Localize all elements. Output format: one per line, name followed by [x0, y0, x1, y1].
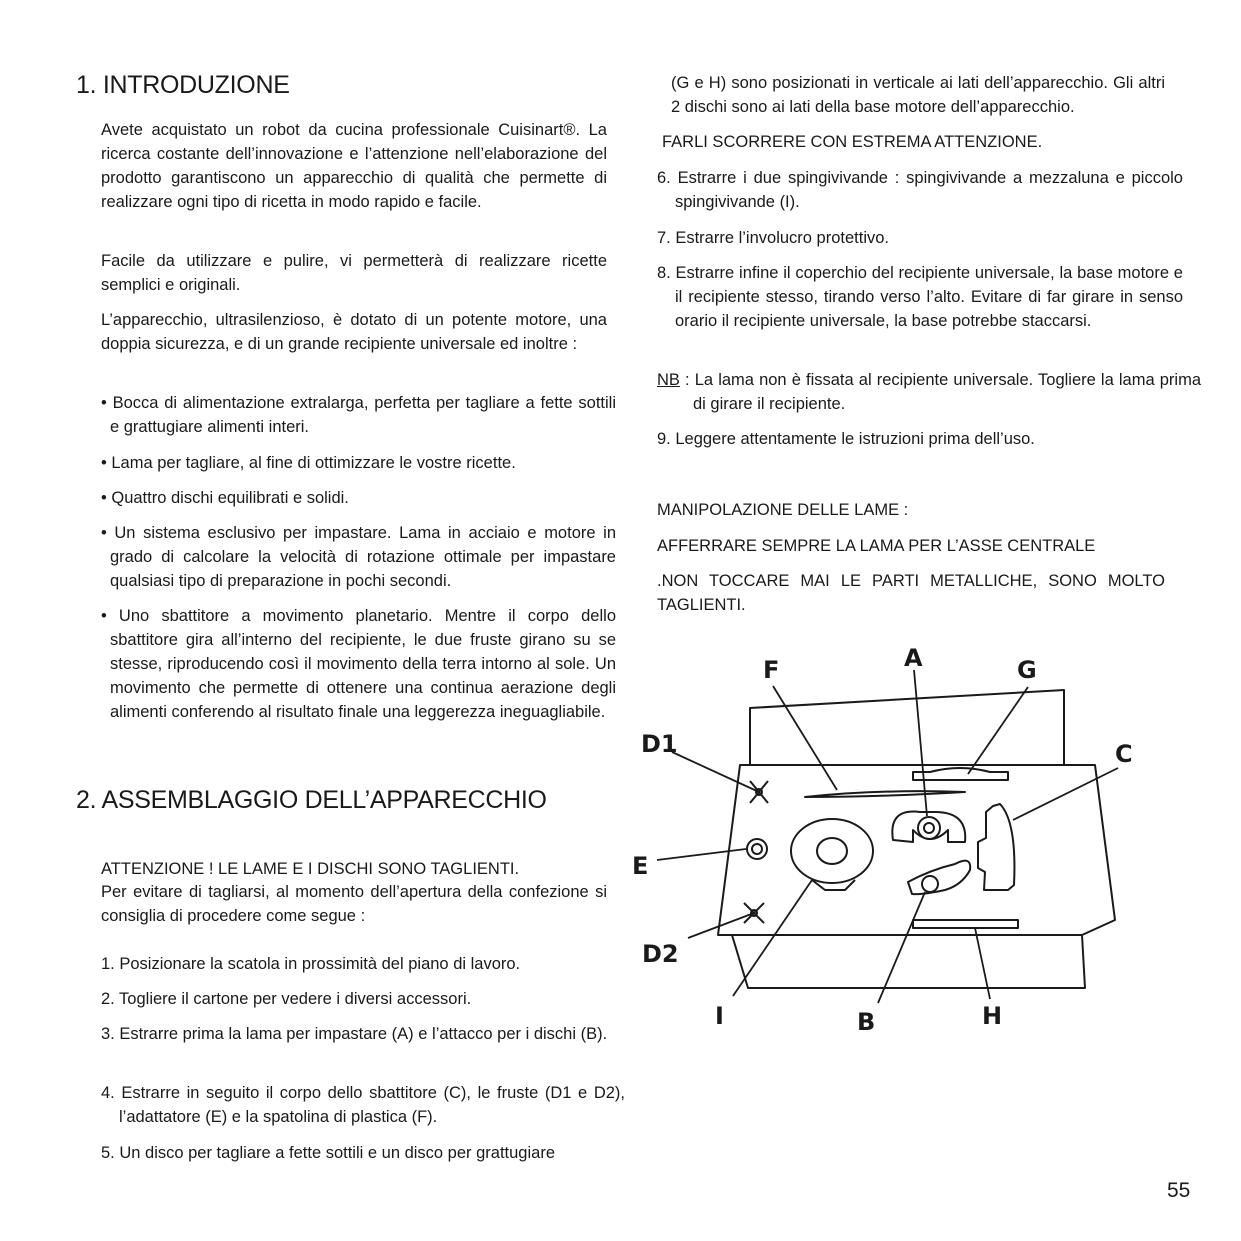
intro-bullet: • Un sistema esclusivo per impastare. Lama in acciaio e motore in grado di calcolare la velocità di rotazione ottimale per impastare qualsiasi tipo di preparazione in pochi secondi.: [101, 524, 616, 590]
assembly-warning: ATTENZIONE ! LE LAME E I DISCHI SONO TAGLIENTI.: [101, 860, 520, 878]
adapter-part: [747, 839, 767, 859]
intro-bullet: • Bocca di alimentazione extralarga, perfetta per tagliare a fette sottili e grattugiare alimenti interi.: [101, 394, 616, 436]
assembly-step: 1. Posizionare la scatola in prossimità del piano di lavoro.: [101, 955, 521, 973]
disc-h-part: [913, 920, 1018, 928]
intro-bullet: • Uno sbattitore a movimento planetario. Mentre il corpo dello sbattitore gira all’interno del recipiente, le due fruste girano su se stesse, riproducendo così il movimento della terra intorno al sole. Un movimento che permette di ottenere una continua aerazione degli alimenti conferendo al risultato finale una leggerezza ineguagliabile.: [101, 607, 616, 721]
assembly-step: 9. Leggere attentamente le istruzioni prima dell’uso.: [657, 430, 1035, 448]
intro-title: 1. INTRODUZIONE: [76, 71, 290, 99]
label-f: F: [763, 656, 780, 684]
assembly-step: 4. Estrarre in seguito il corpo dello sbattitore (C), le fruste (D1 e D2), l’adattatore (E) e la spatolina di plastica (F).: [101, 1084, 625, 1126]
assembly-step: 2. Togliere il cartone per vedere i diversi accessori.: [101, 990, 472, 1008]
assembly-step: 3. Estrarre prima la lama per impastare (A) e l’attacco per i dischi (B).: [101, 1025, 608, 1043]
assembly-warning-text: Per evitare di tagliarsi, al momento dell’apertura della confezione si consiglia di procedere come segue :: [101, 883, 607, 925]
intro-bullet: • Quattro dischi equilibrati e solidi.: [101, 489, 349, 507]
label-c: C: [1115, 740, 1133, 768]
intro-bullet: • Lama per tagliare, al fine di ottimizzare le vostre ricette.: [101, 454, 516, 472]
blades-heading: MANIPOLAZIONE DELLE LAME :: [657, 501, 909, 519]
box-outline: [718, 690, 1115, 988]
page-number: 55: [1167, 1179, 1191, 1202]
pusher-part: [791, 819, 873, 883]
assembly-step: 8. Estrarre infine il coperchio del recipiente universale, la base motore e il recipiente stesso, tirando verso l’alto. Evitare di far girare in senso orario il recipiente universale, la base potrebbe staccarsi.: [657, 264, 1183, 330]
intro-paragraph-3: L’apparecchio, ultrasilenzioso, è dotato di un potente motore, una doppia sicurezza, e di un grande recipiente universale ed inoltre :: [101, 311, 607, 353]
disc-stem-part: [908, 861, 970, 895]
blades-line-1: AFFERRARE SEMPRE LA LAMA PER L’ASSE CENTRALE: [657, 537, 1096, 555]
spatula-part: [805, 791, 965, 797]
beater-body-part: [978, 804, 1014, 890]
nb-text: : La lama non è fissata al recipiente universale. Togliere la lama prima di girare il recipiente.: [679, 371, 1201, 413]
label-d1: D1: [641, 730, 678, 758]
label-b: B: [857, 1008, 876, 1036]
caution-text: FARLI SCORRERE CON ESTREMA ATTENZIONE.: [662, 133, 1043, 151]
label-d2: D2: [642, 940, 679, 968]
nb-label: NB: [657, 371, 680, 389]
packaging-diagram: [620, 640, 1140, 1040]
label-e: E: [632, 852, 649, 880]
assembly-step: 6. Estrarre i due spingivivande : spingivivande a mezzaluna e piccolo spingivivande (I).: [657, 169, 1183, 211]
disc-g-part: [913, 768, 1008, 780]
label-h: H: [982, 1002, 1003, 1030]
label-a: A: [904, 644, 923, 672]
nb-note: [657, 368, 1201, 416]
assembly-step: 5. Un disco per tagliare a fette sottili e un disco per grattugiare: [101, 1144, 555, 1162]
intro-paragraph-1: Avete acquistato un robot da cucina professionale Cuisinart®. La ricerca costante dell’innovazione e l’attenzione nell’elaborazione del prodotto garantiscono un apparecchio di qualità che permette di realizzare ogni tipo di ricetta in modo rapido e facile.: [101, 121, 607, 211]
label-g: G: [1017, 656, 1037, 684]
label-i: I: [715, 1002, 724, 1030]
assembly-step: 7. Estrarre l’involucro protettivo.: [657, 229, 890, 247]
assembly-step5-continued: (G e H) sono posizionati in verticale ai lati dell’apparecchio. Gli altri 2 dischi sono ai lati della base motore dell’apparecchio.: [671, 74, 1165, 116]
assembly-title: 2. ASSEMBLAGGIO DELL’APPARECCHIO: [76, 786, 547, 814]
intro-paragraph-2: Facile da utilizzare e pulire, vi permetterà di realizzare ricette semplici e originali.: [101, 252, 607, 294]
blades-line-2: .NON TOCCARE MAI LE PARTI METALLICHE, SONO MOLTO TAGLIENTI.: [657, 572, 1165, 614]
